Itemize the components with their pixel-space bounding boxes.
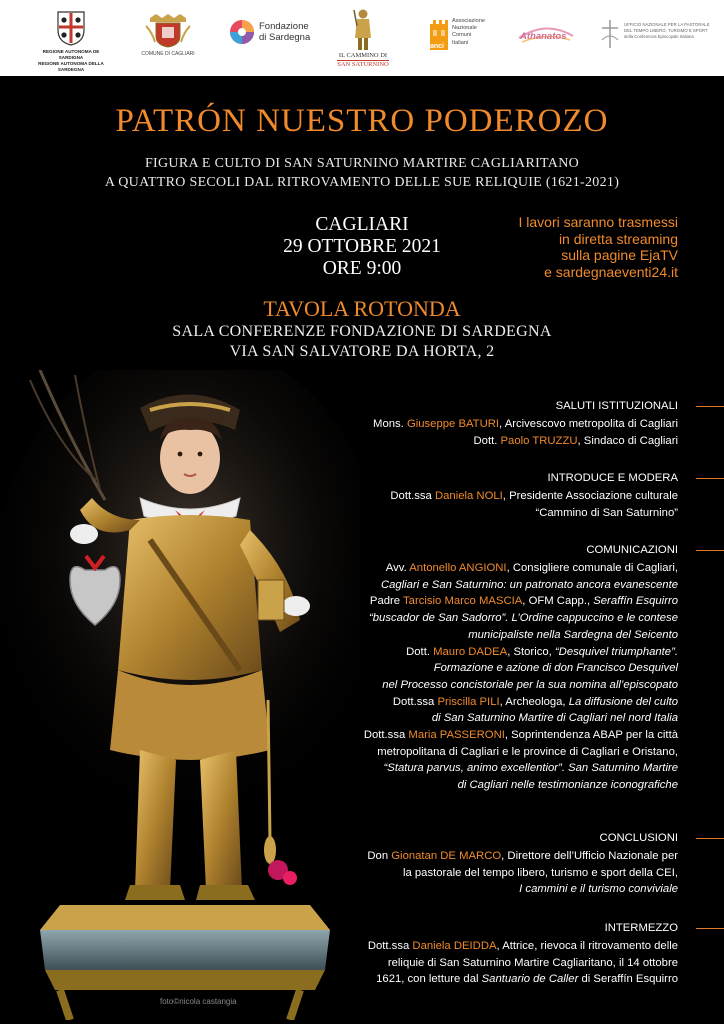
ufficio-pastorale-logo xyxy=(598,18,714,54)
inter-r2: reliquie di San Saturnino Martire Cagliaritano, il 14 ottobre xyxy=(387,956,678,969)
saluti-heading: SALUTI ISTITUZIONALI xyxy=(555,400,678,412)
saint-figure-icon xyxy=(351,8,375,52)
inter-r1-pre: Dott.ssa xyxy=(367,940,413,952)
saluti-r1-post: , Arcivescovo metropolita di Cagliari xyxy=(499,418,678,430)
ejatv-link[interactable]: EjaTV xyxy=(639,247,678,263)
regione-crest-icon xyxy=(56,10,86,46)
partner-logos-bar xyxy=(0,0,724,76)
fondazione-sardegna-logo xyxy=(229,19,324,47)
ufficio-line3: della Conferenza Episcopale Italiana xyxy=(624,34,694,39)
streaming-line2: in diretta streaming xyxy=(558,230,678,247)
comune-label: COMUNE DI CAGLIARI xyxy=(141,51,195,57)
cammino-line2: SAN SATURNINO xyxy=(337,61,389,68)
fondazione-wheel-icon xyxy=(229,19,255,45)
event-time: ORE 9:00 xyxy=(322,258,402,279)
venue-address: VIA SAN SALVATORE DA HORTA, 2 xyxy=(229,343,495,360)
event-date: 29 OTTOBRE 2021 xyxy=(283,236,441,257)
divider-intermezzo xyxy=(696,928,724,929)
section-comunicazioni xyxy=(298,542,678,794)
conclusioni-heading: CONCLUSIONI xyxy=(599,832,678,844)
santuario-title: Santuario de Caller xyxy=(481,973,579,986)
saluti-r1-pre: Mons. xyxy=(373,418,407,430)
sardegnaeventi-link[interactable]: sardegnaeventi24.it xyxy=(555,263,678,280)
comunicazioni-heading: COMUNICAZIONI xyxy=(586,544,678,556)
section-introduce xyxy=(298,470,678,521)
talk-passeroni-2: di Cagliari nelle testimonianze iconografiche xyxy=(457,779,678,792)
com-e-pre: Dott.ssa xyxy=(363,729,409,742)
concl-r1-pre: Don xyxy=(367,850,392,862)
athanatos-label: Athanatos xyxy=(520,31,567,42)
regione-line2: REGIONE AUTONOMA DELLA SARDEGNA xyxy=(38,61,104,72)
com-a-post: , Consigliere comunale di Cagliari, xyxy=(506,562,678,574)
fondazione-line2: di Sardegna xyxy=(259,32,311,43)
streaming-note xyxy=(448,214,678,280)
concl-r2: la pastorale del tempo libero, turismo e sport della CEI, xyxy=(402,866,678,879)
speaker-angioni: Antonello ANGIONI xyxy=(409,562,507,574)
streaming-line4: e xyxy=(544,263,556,280)
regione-line1: REGIONE AUTONOMA DE SARDIGNA xyxy=(42,49,100,60)
anci-short: anci xyxy=(430,43,445,50)
speaker-pili: Priscilla PILI xyxy=(437,695,500,708)
inter-r3-pre: 1621, con letture dal xyxy=(376,973,482,986)
regione-sardegna-logo xyxy=(30,10,112,73)
section-saluti xyxy=(298,398,678,449)
speaker-baturi: Giuseppe BATURI xyxy=(406,418,500,430)
introduce-r2: “Cammino di San Saturnino” xyxy=(535,506,678,519)
divider-conclusioni xyxy=(696,838,724,839)
speaker-passeroni: Maria PASSERONI xyxy=(408,729,505,742)
speaker-de-marco: Gionatan DE MARCO xyxy=(391,850,502,862)
com-a-pre: Avv. xyxy=(385,562,410,574)
com-c-pre: Dott. xyxy=(406,645,434,658)
talk-mascia-3: municipaliste nella Sardegna del Seicento xyxy=(468,628,678,641)
ufficio-cross-icon xyxy=(598,18,622,50)
divider-comunicazioni xyxy=(696,550,724,551)
comune-cagliari-logo xyxy=(136,12,200,57)
speaker-mascia: Tarcisio Marco MASCIA xyxy=(403,595,523,608)
speaker-truzzu: Paolo TRUZZU xyxy=(500,434,578,447)
com-e-l2: metropolitana di Cagliari e le province di Cagliari e Oristano, xyxy=(377,745,678,758)
talk-pili-2: di San Saturnino Martire di Cagliari nel nord Italia xyxy=(431,712,678,725)
subtitle xyxy=(0,154,724,192)
subtitle-line1: FIGURA E CULTO DI SAN SATURNINO MARTIRE CAGLIARITANO xyxy=(144,156,580,171)
anci-line2: Nazionale xyxy=(452,25,477,32)
venue-sala: SALA CONFERENZE FONDAZIONE DI SARDEGNA xyxy=(172,323,552,340)
anci-line3: Comuni xyxy=(452,32,472,39)
concl-r1-post: , Direttore dell’Ufficio Nazionale per xyxy=(501,850,678,862)
intermezzo-heading: INTERMEZZO xyxy=(604,922,678,934)
photo-credit: foto©nicola castangia xyxy=(160,997,237,1006)
divider-introduce xyxy=(696,478,724,479)
com-d-post: , Archeologa, xyxy=(499,695,569,708)
tavola-rotonda: TAVOLA ROTONDA xyxy=(263,296,461,321)
speaker-deidda: Daniela DEIDDA xyxy=(412,940,497,952)
com-b-pre: Padre xyxy=(369,595,404,608)
talk-pili-1: La diffusione del culto xyxy=(568,695,678,708)
com-d-pre: Dott.ssa xyxy=(392,695,438,708)
divider-saluti xyxy=(696,406,724,407)
event-info xyxy=(262,214,462,280)
introduce-heading: INTRODUCE E MODERA xyxy=(547,472,678,484)
talk-mascia-2: “buscador de San Sadorro”. L’Ordine cappuccino e le contese xyxy=(369,612,678,625)
talk-mascia-1: Seraffín Esquirro xyxy=(593,595,678,608)
com-e-post: , Soprintendenza ABAP per la città xyxy=(504,729,678,742)
talk-dadea-1: “Desquivel triumphante”. xyxy=(554,645,678,658)
introduce-r1-pre: Dott.ssa xyxy=(390,490,435,502)
anci-line4: Italiani xyxy=(452,39,469,46)
com-c-post: , Storico, xyxy=(507,645,555,658)
anci-logo xyxy=(428,16,494,52)
talk-de-marco: I cammini e il turismo conviviale xyxy=(519,883,678,896)
subtitle-line2: A QUATTRO SECOLI DAL RITROVAMENTO DELLE SUE RELIQUIE (1621-2021) xyxy=(104,175,620,190)
venue xyxy=(0,322,724,362)
streaming-line3: sulla pagine xyxy=(561,247,640,263)
speaker-dadea: Mauro DADEA xyxy=(433,645,508,658)
introduce-r1-post: , Presidente Associazione culturale xyxy=(502,490,678,502)
talk-dadea-3: nel Processo concistoriale per la sua nomina all’episcopato xyxy=(382,678,678,691)
comune-crest-icon xyxy=(142,12,194,48)
event-city: CAGLIARI xyxy=(315,214,409,235)
saluti-r2-post: , Sindaco di Cagliari xyxy=(577,434,678,447)
athanatos-logo xyxy=(516,22,576,48)
cammino-line1: IL CAMMINO DI xyxy=(338,52,388,59)
section-conclusioni xyxy=(298,830,678,898)
ufficio-line2: DEL TEMPO LIBERO, TURISMO E SPORT xyxy=(624,28,708,33)
fondazione-line1: Fondazione xyxy=(259,21,309,32)
anci-line1: Associazione xyxy=(452,18,485,24)
talk-passeroni-1: “Statura parvus, animo excellentior”. San Saturnino Martire xyxy=(383,762,678,775)
section-intermezzo xyxy=(298,920,678,988)
ufficio-line1: UFFICIO NAZIONALE PER LA PASTORALE xyxy=(624,22,710,27)
inter-r1-post: , Attrice, rievoca il ritrovamento delle xyxy=(496,940,678,952)
speaker-noli: Daniela NOLI xyxy=(434,490,503,502)
cammino-san-saturnino-logo xyxy=(330,8,396,69)
page-title: PATRÓN NUESTRO PODEROZO xyxy=(115,103,609,139)
com-b-post: , OFM Capp., xyxy=(522,595,594,608)
streaming-line1: I lavori saranno trasmessi xyxy=(518,214,678,230)
talk-angioni: Cagliari e San Saturnino: un patronato ancora evanescente xyxy=(380,578,678,591)
saluti-r2-pre: Dott. xyxy=(473,434,501,447)
inter-r3-post: di Seraffín Esquirro xyxy=(578,973,678,986)
talk-dadea-2: Formazione e azione di don Francisco Desquivel xyxy=(433,662,678,675)
